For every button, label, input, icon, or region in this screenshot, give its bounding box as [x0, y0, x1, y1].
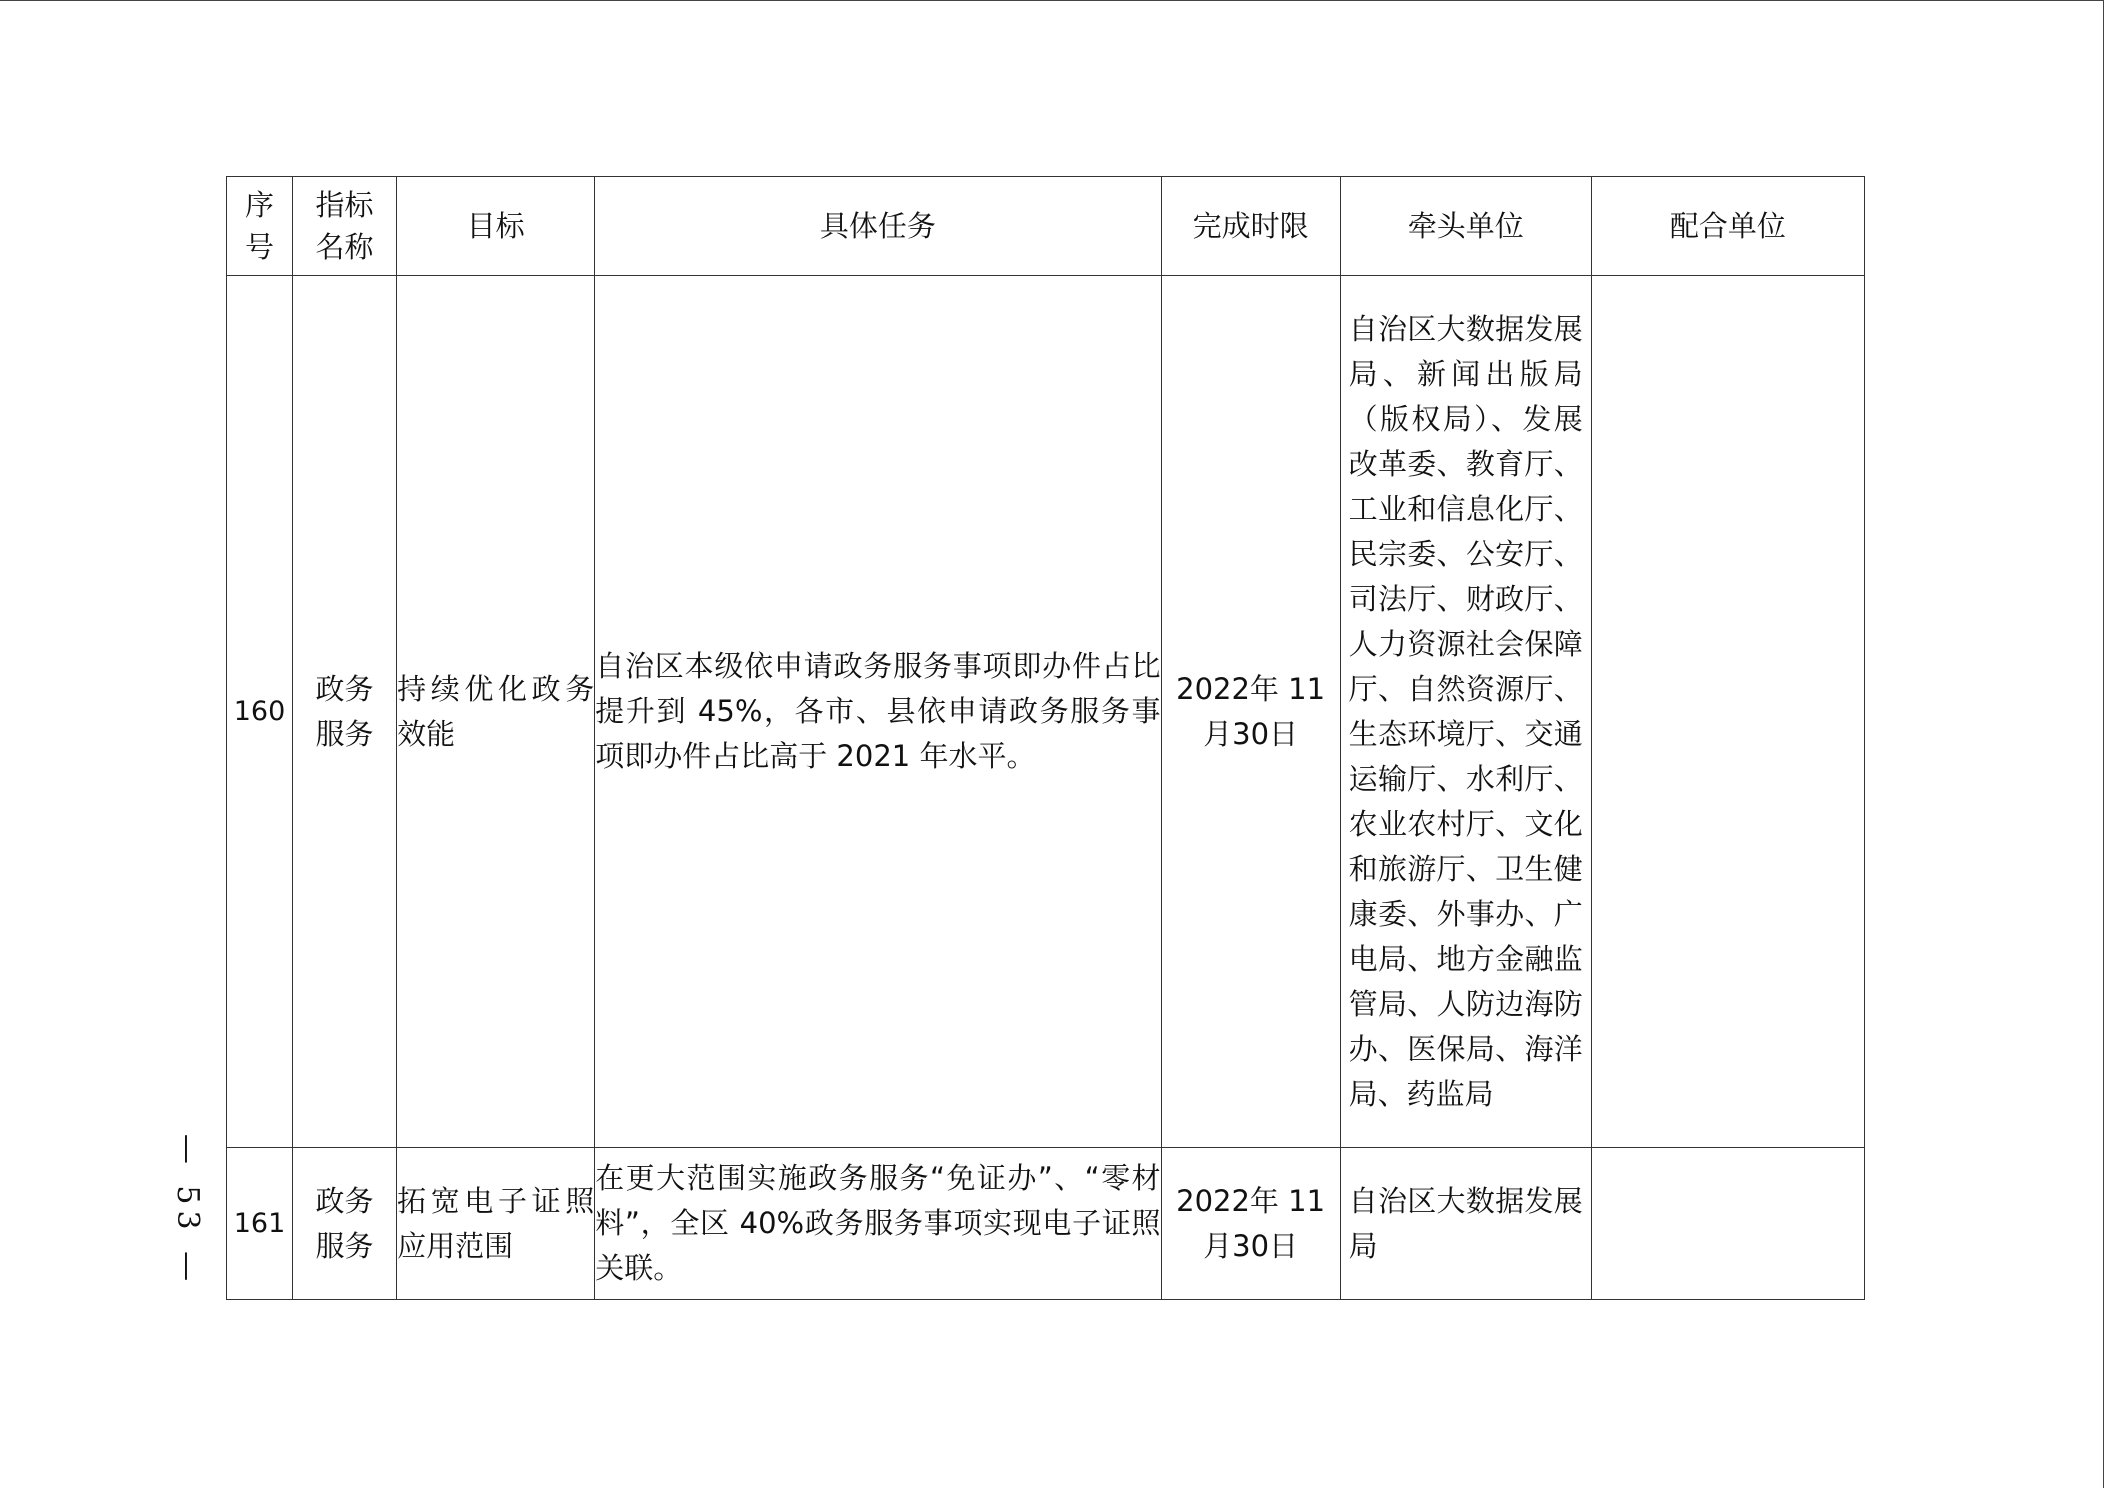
header-lead: 牵头单位 — [1340, 177, 1591, 276]
page-border-top — [0, 0, 2104, 1]
row-seq: 161 — [227, 1148, 293, 1300]
table-row — [227, 276, 1865, 1148]
task-table — [226, 176, 1865, 1300]
table-header-row — [227, 177, 1865, 276]
row-deadline-label: 2022年 11月30日 — [1176, 671, 1326, 751]
page-number-text: — 53 — — [170, 1133, 206, 1287]
page-number — [148, 1133, 228, 1287]
row-deadline — [1161, 1148, 1340, 1300]
row-goal: 持续优化政务效能 — [397, 276, 595, 1148]
row-lead — [1340, 276, 1591, 1148]
row-lead-label: 自治区大数据发展局 — [1348, 1183, 1583, 1263]
header-indicator — [293, 177, 397, 276]
row-lead-label: 自治区大数据发展局、新闻出版局（版权局）、发展改革委、教育厅、工业和信息化厅、民宗委、公安厅、司法厅、财政厅、人力资源社会保障厅、自然资源厅、生态环境厅、交通运输厅、水利厅、农业农村厅、文化和旅游厅、卫生健康委、外事办、广电局、地方金融监管局、人防边海防办、医保局、海洋局、药监局 — [1348, 311, 1583, 1111]
header-task: 具体任务 — [595, 177, 1161, 276]
row-lead — [1340, 1148, 1591, 1300]
header-goal: 目标 — [397, 177, 595, 276]
row-goal: 拓宽电子证照应用范围 — [397, 1148, 595, 1300]
table-row — [227, 1148, 1865, 1300]
header-seq — [227, 177, 293, 276]
header-cooperate: 配合单位 — [1591, 177, 1864, 276]
row-indicator-label: 政务服务 — [315, 1183, 374, 1263]
row-task: 自治区本级依申请政务服务事项即办件占比提升到 45%，各市、县依申请政务服务事项即办件占比高于 2021 年水平。 — [595, 276, 1161, 1148]
row-task: 在更大范围实施政务服务“免证办”、“零材料”，全区 40%政务服务事项实现电子证照关联。 — [595, 1148, 1161, 1300]
row-deadline — [1161, 276, 1340, 1148]
header-indicator-label: 指标名称 — [315, 188, 374, 264]
row-cooperate — [1591, 276, 1864, 1148]
row-deadline-label: 2022年 11月30日 — [1176, 1183, 1326, 1263]
row-indicator-label: 政务服务 — [315, 671, 374, 751]
row-seq: 160 — [227, 276, 293, 1148]
row-cooperate — [1591, 1148, 1864, 1300]
row-indicator — [293, 1148, 397, 1300]
header-seq-label: 序号 — [245, 188, 275, 264]
header-deadline: 完成时限 — [1161, 177, 1340, 276]
row-indicator — [293, 276, 397, 1148]
